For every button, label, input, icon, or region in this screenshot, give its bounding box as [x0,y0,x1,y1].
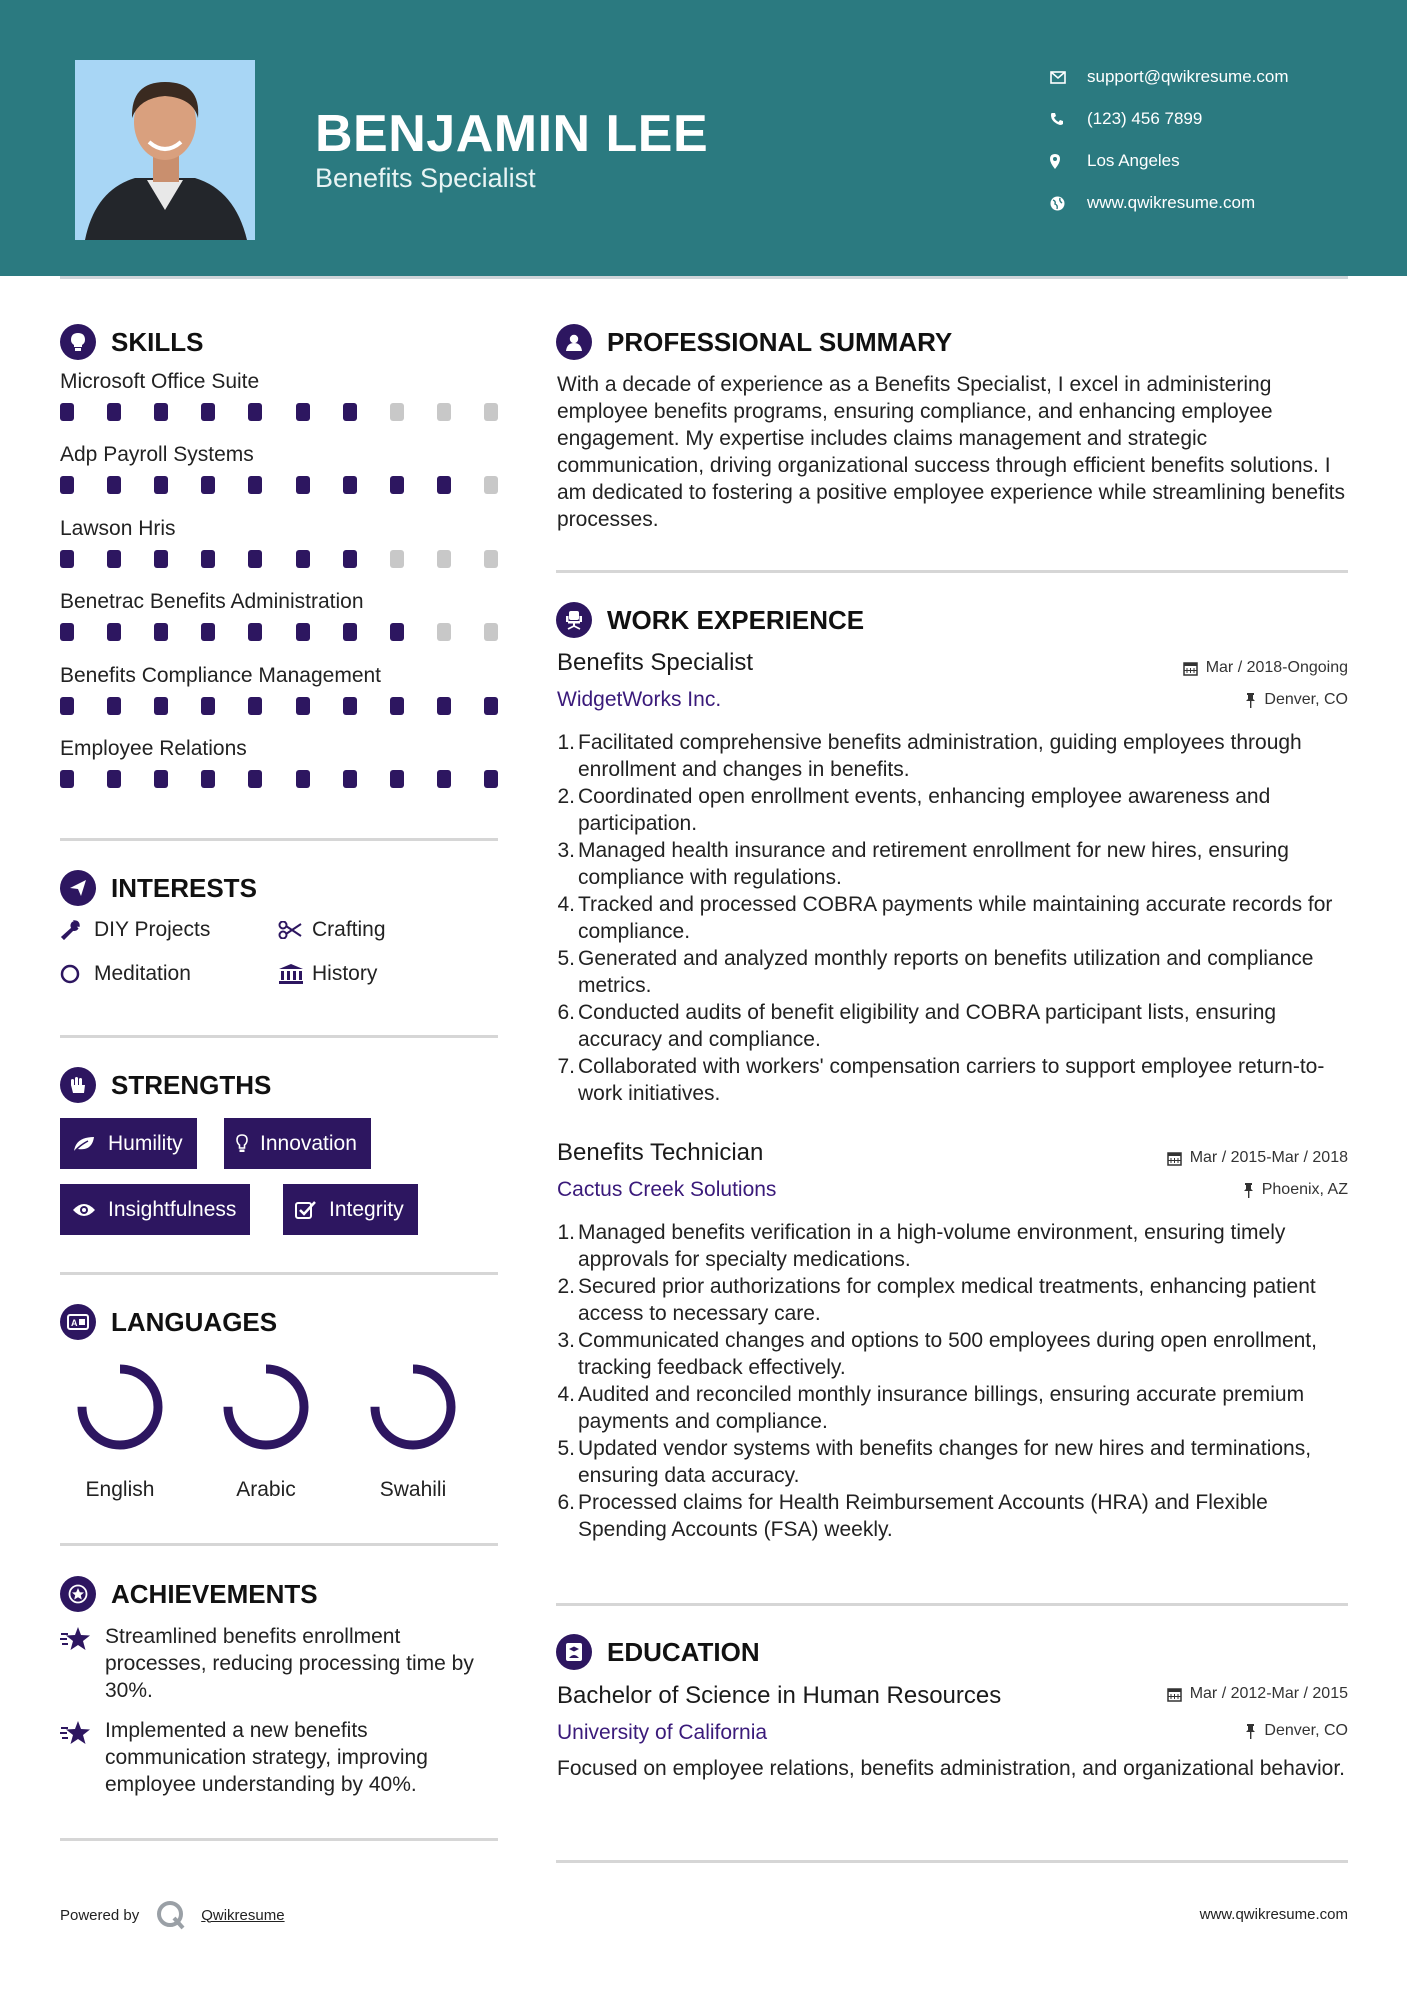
job-title: Benefits Specialist [557,649,754,676]
language-item [353,1360,473,1502]
company-name: Cactus Creek Solutions [557,1178,777,1201]
duty-number: 6. [557,1491,575,1514]
language-name: English [85,1478,155,1501]
circle-icon [60,964,94,984]
rating-dot-filled [248,697,262,715]
resume-header [0,0,1407,276]
skill-rating [60,550,498,568]
strength-tag: Insightfulness [60,1184,250,1235]
language-card-icon [60,1304,96,1340]
profile-photo [75,60,255,240]
leaf-icon [72,1135,96,1153]
rating-dot-filled [248,476,262,494]
duty-text: Coordinated open enrollment events, enhancing employee awareness and participation. [578,785,1271,835]
rating-dot-filled [107,403,121,421]
rating-dot-filled [437,770,451,788]
rating-dot-filled [296,697,310,715]
calendar-icon [1183,661,1198,676]
duty-number: 2. [557,785,575,808]
skill-item [60,664,500,737]
contact-list [1050,56,1380,224]
duty-item [551,1053,1351,1107]
strengths-heading: STRENGTHS [60,1067,271,1103]
duty-item [551,1327,1351,1381]
rating-dot-filled [154,770,168,788]
skill-item [60,517,500,590]
rating-dot-filled [248,770,262,788]
globe-icon [1050,196,1087,211]
contact-phone[interactable] [1050,98,1380,140]
skills-list [60,370,500,810]
interests-heading: INTERESTS [60,870,257,906]
language-proficiency-ring [219,1360,313,1454]
divider [60,838,498,841]
strength-tag: Innovation [224,1118,371,1169]
paper-plane-icon [60,870,96,906]
achievement-text: Streamlined benefits enrollment processes, reducing processing time by 30%. [105,1625,474,1702]
contact-website-text: www.qwikresume.com [1087,193,1256,212]
language-proficiency-ring [73,1360,167,1454]
rating-dot-filled [154,623,168,641]
school-name: University of California [557,1721,768,1744]
job-title: Benefits Technician [557,1139,764,1166]
rating-dot-filled [60,476,74,494]
lightbulb-icon [236,1134,248,1154]
summary-text: With a decade of experience as a Benefits Specialist, I excel in administering employee benefits programs, ensuring compliance, and enhancing employee engagement. My expertise includes claims management and strategic communication, driving organizational success through efficient benefits solutions. I am dedicated to fostering a positive employee experience while streamlining benefits processes. [557,373,1345,531]
contact-website[interactable] [1050,182,1380,224]
skill-rating [60,770,498,788]
skill-name: Microsoft Office Suite [60,370,260,393]
rating-dot-empty [390,550,404,568]
skill-name: Employee Relations [60,736,247,760]
duty-text: Facilitated comprehensive benefits administration, guiding employees through enrollment and changes in benefits. [578,731,1302,781]
raised-fist-icon [60,1067,96,1103]
interest-item: Crafting [278,918,386,942]
languages-heading: A LANGUAGES [60,1304,277,1340]
divider [556,1860,1348,1863]
rating-dot-filled [296,623,310,641]
education-heading: EDUCATION [556,1634,760,1670]
rating-dot-filled [154,403,168,421]
rating-dot-filled [343,476,357,494]
rating-dot-filled [484,770,498,788]
rating-dot-filled [201,403,215,421]
education-location: Denver, CO [1245,1722,1348,1740]
rating-dot-filled [201,770,215,788]
skill-name: Benefits Compliance Management [60,663,382,687]
rating-dot-filled [343,403,357,421]
duty-item [551,891,1351,945]
achievement-item [60,1717,500,1798]
strength-tag: Humility [60,1118,197,1169]
language-proficiency-arc [375,1369,451,1445]
rating-dot-filled [201,550,215,568]
rating-dot-empty [484,403,498,421]
lightbulb-icon [60,324,96,360]
qwikresume-logo-icon [155,1900,187,1930]
pushpin-icon [1243,1183,1254,1198]
rating-dot-filled [107,770,121,788]
skill-rating [60,697,498,715]
rating-dot-filled [107,623,121,641]
duty-number: 2. [557,1275,575,1298]
duty-item [551,1489,1351,1543]
language-proficiency-arc [82,1369,158,1445]
rating-dot-filled [60,697,74,715]
language-proficiency-arc [228,1369,304,1445]
rating-dot-filled [154,697,168,715]
rating-dot-empty [437,403,451,421]
rating-dot-empty [437,550,451,568]
language-name: Swahili [379,1478,447,1501]
skill-name: Adp Payroll Systems [60,443,254,467]
rating-dot-filled [60,403,74,421]
duty-number: 5. [557,1437,575,1460]
star-icon [60,1717,105,1798]
skill-item [60,737,500,810]
divider [556,570,1348,573]
divider [556,1603,1348,1606]
graduate-icon [556,1634,592,1670]
duty-text: Communicated changes and options to 500 employees during open enrollment, tracking feedback effectively. [578,1329,1317,1379]
contact-email[interactable] [1050,56,1380,98]
contact-location [1050,140,1380,182]
duty-number: 5. [557,947,575,970]
skill-item [60,443,500,516]
duty-item [551,1219,1351,1273]
duty-item [551,945,1351,999]
skill-item [60,590,500,663]
rating-dot-filled [107,550,121,568]
contact-email-text: support@qwikresume.com [1087,67,1289,86]
rating-dot-filled [60,770,74,788]
duty-item [551,729,1351,783]
candidate-name: BENJAMIN LEE [315,105,709,163]
job-location: Phoenix, AZ [1243,1181,1348,1199]
rating-dot-filled [201,697,215,715]
contact-location-text: Los Angeles [1087,151,1180,170]
rating-dot-filled [248,403,262,421]
duty-text: Secured prior authorizations for complex medical treatments, enhancing patient access to necessary care. [578,1275,1316,1325]
wrench-icon [60,920,94,940]
job-duties-list [551,1219,1351,1543]
office-chair-icon [556,602,592,638]
rating-dot-filled [390,476,404,494]
job-dates: Mar / 2015-Mar / 2018 [1167,1149,1348,1167]
rating-dot-filled [107,476,121,494]
rating-dot-filled [107,697,121,715]
duty-text: Tracked and processed COBRA payments while maintaining accurate records for compliance. [578,893,1333,943]
duty-number: 6. [557,1001,575,1024]
duty-number: 1. [557,731,575,754]
eye-icon [72,1202,96,1218]
rating-dot-empty [484,623,498,641]
rating-dot-empty [484,476,498,494]
duty-item [551,1435,1351,1489]
duty-number: 3. [557,839,575,862]
rating-dot-filled [343,623,357,641]
duty-item [551,1381,1351,1435]
job-dates: Mar / 2018-Ongoing [1183,659,1348,677]
company-name: WidgetWorks Inc. [557,688,722,711]
qwikresume-link[interactable]: Qwikresume [201,1906,285,1924]
rating-dot-filled [437,476,451,494]
pushpin-icon [1245,693,1256,708]
language-name: Arabic [236,1478,296,1501]
summary-heading: PROFESSIONAL SUMMARY [556,324,952,360]
user-icon [556,324,592,360]
rating-dot-filled [248,550,262,568]
divider [60,1035,498,1038]
job-duties-list [551,729,1351,1107]
star-icon [60,1623,105,1704]
rating-dot-filled [296,550,310,568]
rating-dot-filled [248,623,262,641]
skill-name: Benetrac Benefits Administration [60,590,364,614]
candidate-role: Benefits Specialist [315,163,536,193]
duty-text: Managed benefits verification in a high-volume environment, ensuring timely approvals for specialty medications. [578,1221,1286,1271]
rating-dot-filled [60,623,74,641]
rating-dot-filled [390,623,404,641]
duty-text: Managed health insurance and retirement enrollment for new hires, ensuring compliance with regulations. [578,839,1289,889]
duty-text: Updated vendor systems with benefits changes for new hires and terminations, ensuring data accuracy. [578,1437,1312,1487]
education-dates: Mar / 2012-Mar / 2015 [1167,1685,1348,1703]
divider [60,1272,498,1275]
rating-dot-filled [390,697,404,715]
duty-number: 1. [557,1221,575,1244]
duty-text: Processed claims for Health Reimbursement Accounts (HRA) and Flexible Spending Accounts (FSA) weekly. [578,1491,1268,1541]
duty-text: Collaborated with workers' compensation carriers to support employee return-to-work initiatives. [578,1055,1325,1105]
calendar-icon [1167,1687,1182,1702]
checkbox-icon [295,1200,317,1220]
achievement-text: Implemented a new benefits communication strategy, improving employee understanding by 40%. [105,1719,428,1796]
duty-number: 4. [557,1383,575,1406]
divider [60,1838,498,1841]
rating-dot-filled [60,550,74,568]
rating-dot-filled [343,770,357,788]
rating-dot-empty [484,550,498,568]
envelope-icon [1050,71,1087,84]
interest-item: History [278,962,377,986]
rating-dot-filled [390,770,404,788]
job-location: Denver, CO [1245,691,1348,709]
language-item [60,1360,180,1502]
skills-heading: SKILLS [60,324,203,360]
skill-name: Lawson Hris [60,516,176,540]
star-badge-icon [60,1576,96,1612]
experience-heading: WORK EXPERIENCE [556,602,864,638]
rating-dot-empty [390,403,404,421]
rating-dot-filled [296,476,310,494]
rating-dot-filled [154,476,168,494]
duty-text: Generated and analyzed monthly reports on benefits utilization and compliance metrics. [578,947,1314,997]
duty-number: 7. [557,1055,575,1078]
language-proficiency-ring [366,1360,460,1454]
degree-title: Bachelor of Science in Human Resources [557,1682,1002,1709]
skill-rating [60,623,498,641]
duty-item [551,1273,1351,1327]
rating-dot-filled [343,697,357,715]
svg-text:A: A [71,1318,78,1328]
rating-dot-filled [484,697,498,715]
achievements-heading: ACHIEVEMENTS [60,1576,318,1612]
interest-item: Meditation [60,962,191,986]
map-pin-icon [1050,154,1087,169]
rating-dot-filled [154,550,168,568]
rating-dot-filled [201,623,215,641]
skill-rating [60,403,498,421]
footer-url[interactable]: www.qwikresume.com [1199,1906,1348,1923]
duty-item [551,783,1351,837]
divider [60,1543,498,1546]
achievement-item [60,1623,500,1704]
duty-text: Conducted audits of benefit eligibility and COBRA participant lists, ensuring accuracy and compliance. [578,1001,1277,1051]
rating-dot-filled [343,550,357,568]
duty-number: 4. [557,893,575,916]
rating-dot-filled [201,476,215,494]
rating-dot-filled [296,403,310,421]
header-divider [60,276,1348,279]
calendar-icon [1167,1151,1182,1166]
museum-icon [278,963,312,985]
rating-dot-filled [437,697,451,715]
contact-phone-text: (123) 456 7899 [1087,109,1203,128]
education-description: Focused on employee relations, benefits administration, and organizational behavior. [557,1757,1345,1780]
interest-item: DIY Projects [60,918,210,942]
footer-powered-by: Powered by Qwikresume [60,1900,285,1930]
duty-number: 3. [557,1329,575,1352]
strength-tag: Integrity [283,1184,418,1235]
scissors-icon [278,921,312,939]
rating-dot-empty [437,623,451,641]
pushpin-icon [1245,1724,1256,1739]
skill-item [60,370,500,443]
rating-dot-filled [296,770,310,788]
duty-item [551,999,1351,1053]
language-item [206,1360,326,1502]
skill-rating [60,476,498,494]
phone-icon [1050,112,1087,126]
duty-item [551,837,1351,891]
duty-text: Audited and reconciled monthly insurance billings, ensuring accurate premium payments and compliance. [578,1383,1305,1433]
